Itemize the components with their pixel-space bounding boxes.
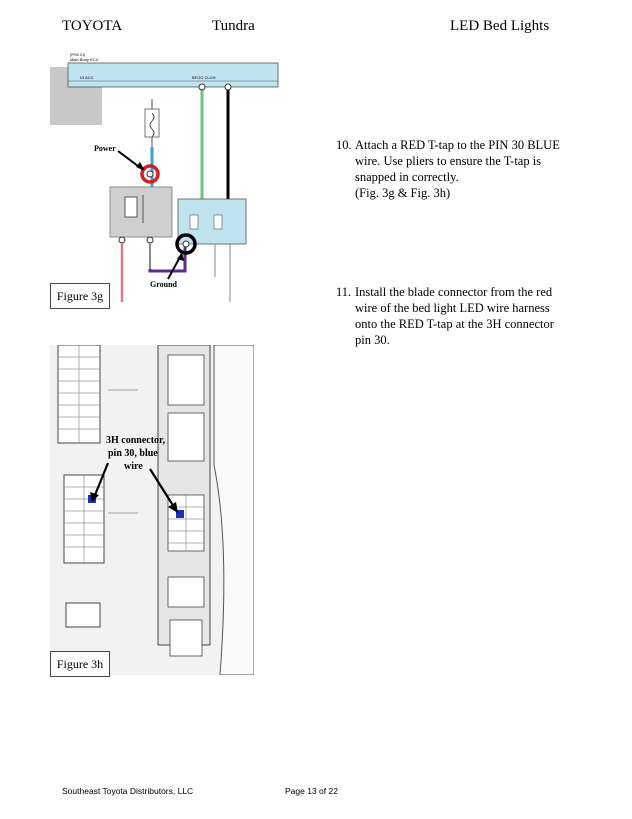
step-text: Attach a RED T-tap to the PIN 30 BLUE wire. Use pliers to ensure the T-tap is snapped in correctly. bbox=[355, 138, 560, 184]
figure-3g-label: Figure 3g bbox=[50, 283, 110, 309]
figure-3h-label: Figure 3h bbox=[50, 651, 110, 677]
connector-callout-line1: 3H connector, bbox=[106, 435, 166, 446]
step-note: (Fig. 3g & Fig. 3h) bbox=[355, 186, 451, 200]
main-body-ecu bbox=[68, 63, 278, 87]
svg-text:Main Body ECU: Main Body ECU bbox=[70, 57, 99, 62]
figure-3h bbox=[50, 345, 254, 675]
figure-3g bbox=[50, 47, 280, 302]
wiring-diagram bbox=[50, 47, 280, 302]
header-model: Tundra bbox=[212, 18, 255, 34]
step-11 bbox=[336, 284, 572, 348]
footer-page: Page 13 of 22 bbox=[285, 786, 338, 796]
step-number: 11. bbox=[336, 285, 352, 299]
connector-callout-line3: wire bbox=[124, 461, 143, 472]
step-text: Install the blade connector from the red wire of the bed light LED wire harness onto the RED T-tap at the 3H connector pin 30. bbox=[355, 285, 554, 347]
header-brand: TOYOTA bbox=[62, 18, 123, 34]
relay-block bbox=[110, 187, 172, 237]
ground-callout: Ground bbox=[150, 280, 177, 289]
step-10 bbox=[336, 137, 572, 201]
step-number: 10. bbox=[336, 138, 352, 152]
footer-company: Southeast Toyota Distributors, LLC bbox=[62, 786, 194, 796]
header-title: LED Bed Lights bbox=[450, 18, 550, 34]
svg-text:BFGG CLGH: BFGG CLGH bbox=[192, 75, 216, 80]
connector-callout-line2: pin 30, blue bbox=[108, 448, 158, 459]
connector-diagram bbox=[50, 345, 254, 675]
svg-text:IG ACC: IG ACC bbox=[80, 75, 94, 80]
power-callout: Power bbox=[94, 144, 116, 153]
control-module bbox=[178, 199, 246, 244]
svg-text:(P/W.CI): (P/W.CI) bbox=[70, 52, 86, 57]
